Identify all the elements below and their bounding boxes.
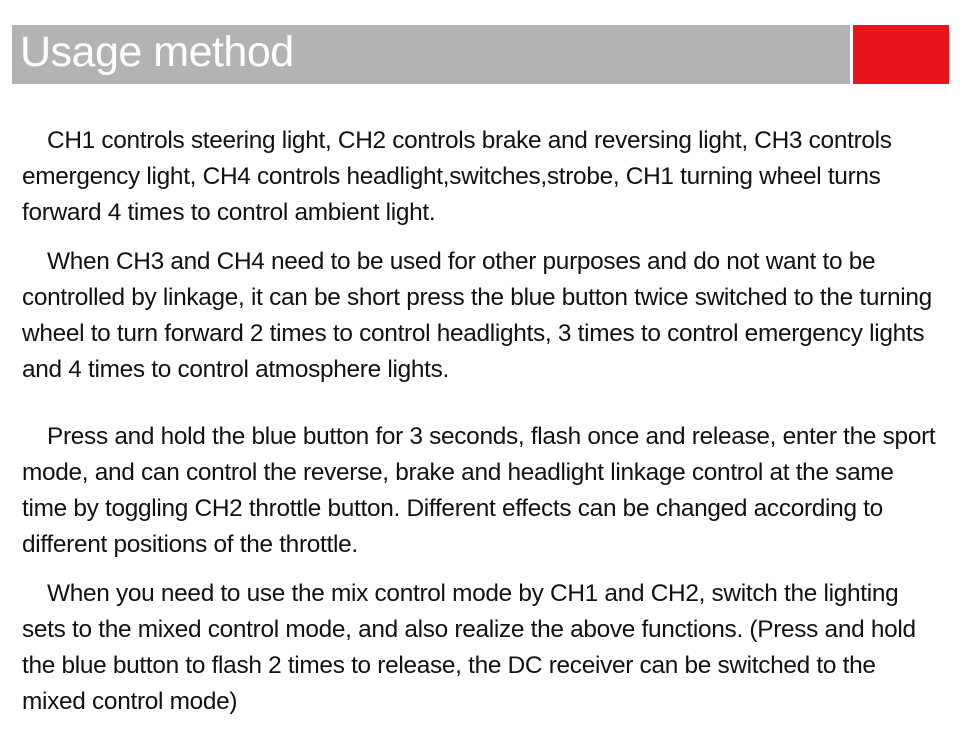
section-title: Usage method <box>20 28 294 76</box>
section-header-bar <box>12 25 850 84</box>
paragraph-channel-functions: CH1 controls steering light, CH2 controls brake and reversing light, CH3 controls emergency light, CH4 controls headlight,switches,strobe, CH1 turning wheel turns forward 4 times to control ambient light. <box>22 127 892 226</box>
header-accent-block <box>853 25 949 84</box>
paragraph-linkage-switch: When CH3 and CH4 need to be used for other purposes and do not want to be controlled by linkage, it can be short press the blue button twice switched to the turning wheel to turn forward 2 times to control headlights, 3 times to control emergency lights and 4 times to control atmosphere lights. <box>22 248 932 383</box>
paragraph-sport-mode: Press and hold the blue button for 3 seconds, flash once and release, enter the sport mode, and can control the reverse, brake and headlight linkage control at the same time by toggling CH2 throttle button. Different effects can be changed according to different positions of the throttle. <box>22 423 936 558</box>
paragraph-mixed-control-mode: When you need to use the mix control mode by CH1 and CH2, switch the lighting sets to the mixed control mode, and also realize the above functions. (Press and hold the blue button to flash 2 times to release, the DC receiver can be switched to the mixed control mode) <box>22 580 916 715</box>
